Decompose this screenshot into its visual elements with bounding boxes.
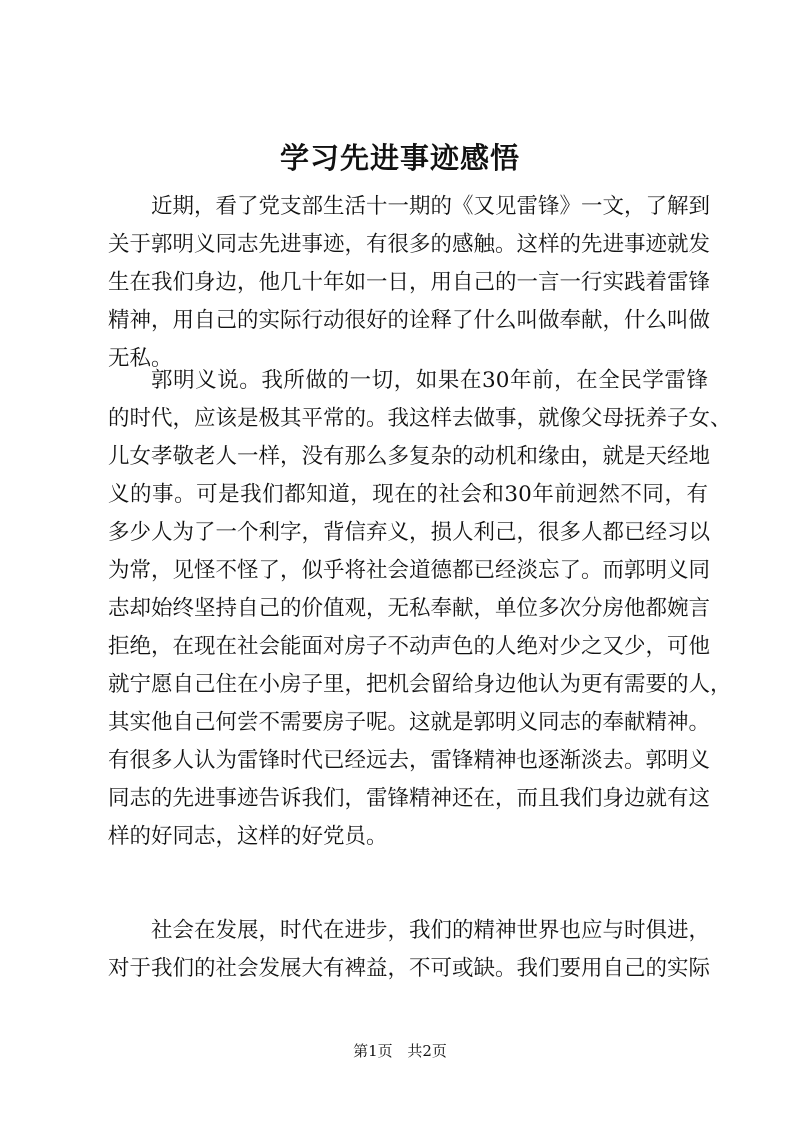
paragraph-line: 的时代，应该是极其平常的。我这样去做事，就像父母抚养子女、 — [108, 406, 732, 431]
page-number: 第1页 — [353, 1042, 393, 1060]
paragraph-line: 对于我们的社会发展大有裨益，不可或缺。我们要用自己的实际 — [108, 956, 711, 981]
paragraph-line: 样的好同志，这样的好党员。 — [108, 824, 388, 849]
paragraph-line: 儿女孝敬老人一样，没有那么多复杂的动机和缘由，就是天经地 — [108, 444, 711, 469]
paragraph-line: 其实他自己何尝不需要房子呢。这就是郭明义同志的奉献精神。 — [108, 710, 711, 735]
paragraph-line: 精神，用自己的实际行动很好的诠释了什么叫做奉献，什么叫做 — [108, 308, 711, 333]
paragraph-line: 为常，见怪不怪了，似乎将社会道德都已经淡忘了。而郭明义同 — [108, 558, 711, 583]
paragraph-2 — [108, 362, 732, 856]
paragraph-line: 近期，看了党支部生活十一期的《又见雷锋》一文，了解到 — [151, 194, 711, 219]
paragraph-line: 郭明义说。我所做的一切，如果在30年前，在全民学雷锋 — [151, 368, 708, 393]
document-title: 学习先进事迹感悟 — [279, 141, 520, 175]
paragraph-line: 多少人为了一个利字，背信弃义，损人利己，很多人都已经习以 — [108, 520, 711, 545]
paragraph-line: 生在我们身边，他几十年如一日，用自己的一言一行实践着雷锋 — [108, 270, 711, 295]
paragraph-3 — [108, 912, 711, 988]
paragraph-line: 就宁愿自己住在小房子里，把机会留给身边他认为更有需要的人， — [108, 672, 732, 697]
page-total: 共2页 — [407, 1042, 447, 1060]
paragraph-line: 关于郭明义同志先进事迹，有很多的感触。这样的先进事迹就发 — [108, 232, 711, 257]
paragraph-line: 社会在发展，时代在进步，我们的精神世界也应与时俱进， — [151, 918, 711, 943]
paragraph-line: 拒绝，在现在社会能面对房子不动声色的人绝对少之又少，可他 — [108, 634, 711, 659]
page-footer — [0, 1040, 800, 1062]
paragraph-line: 同志的先进事迹告诉我们，雷锋精神还在，而且我们身边就有这 — [108, 786, 711, 811]
paragraph-1 — [108, 188, 711, 378]
paragraph-line: 志却始终坚持自己的价值观，无私奉献，单位多次分房他都婉言 — [108, 596, 711, 621]
paragraph-line: 有很多人认为雷锋时代已经远去，雷锋精神也逐渐淡去。郭明义 — [108, 748, 711, 773]
paragraph-line: 义的事。可是我们都知道，现在的社会和30年前迥然不同，有 — [108, 482, 708, 507]
paragraph-line: 无私。 — [108, 346, 173, 371]
